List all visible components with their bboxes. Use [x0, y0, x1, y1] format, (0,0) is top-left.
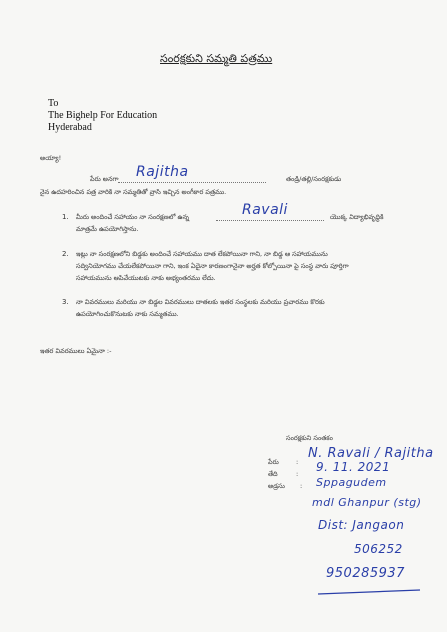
phone-handwritten: 950285937: [326, 566, 405, 581]
letter-title: సంరక్షకుని సమ్మతి పత్రము: [160, 52, 273, 65]
item2-text-b: సద్వినియోగము చేయలేకపోయినా గాని, ఇంక ఏదైనా కారణంగానైనా అర్హత కోల్పోయినా పై సంస్థ వారు పూర్తిగా: [76, 262, 349, 270]
guardian-signature-label: సంరక్షకుని సంతకం: [286, 434, 333, 442]
item1-text-b: యొక్క విద్యాభివృద్ధికి: [330, 213, 384, 221]
item1-text-a: మీరు అందించే సహాయం నా సంరక్షణలో ఉన్న: [76, 213, 190, 221]
address-line1-handwritten: Sppagudem: [316, 476, 387, 489]
guardian-name-handwritten: Rajitha: [136, 164, 189, 180]
other-details-label: ఇతర వివరములు ఏమైనా :-: [40, 347, 112, 355]
address-city: Hyderabad: [48, 122, 92, 133]
line2: నైన ఉదహరించిన పత్ర వారికి నా సమ్మతితో వ్రాసి ఇచ్చిన అంగీకార పత్రము.: [40, 188, 227, 196]
child-name-handwritten: Ravali: [242, 202, 288, 218]
item3-text-b: ఉపయోగించుకొనుటకు నాకు సమ్మతము.: [76, 310, 179, 318]
pincode-handwritten: 506252: [354, 542, 403, 556]
phone-underline-stroke: [318, 590, 420, 594]
date-handwritten: 9. 11. 2021: [316, 460, 391, 474]
name-handwritten: N. Ravali / Rajitha: [308, 446, 434, 461]
name-colon: :: [296, 458, 299, 466]
item3-number: 3.: [62, 298, 69, 306]
address-to: To: [48, 98, 59, 109]
address-org: The Bighelp For Education: [48, 110, 158, 121]
item1-number: 1.: [62, 213, 69, 221]
item2-number: 2.: [62, 250, 69, 258]
name-label: పేరు: [268, 458, 279, 466]
item2-text-a: ఇట్లు నా సంరక్షణలోని బిడ్డకు అందించే సహాయము దాత లేకపోయినా గాని, నా బిడ్డ ఆ సహాయమును: [76, 250, 328, 258]
item2-text-c: సహాయమును ఆపివేయుటకు నాకు అభ్యంతరము లేదు.: [76, 274, 216, 282]
address-label: అడ్రసు: [268, 482, 285, 490]
line1-label: పేరు అనగా: [90, 175, 119, 183]
address-line3-handwritten: Dist: Jangaon: [318, 518, 405, 532]
address-line2-handwritten: mdl Ghanpur (stg): [312, 496, 422, 509]
salutation: అయ్యా!: [40, 154, 62, 162]
date-colon: :: [296, 470, 299, 478]
item1-text-c: మాత్రమే ఉపయోగిస్తాను.: [76, 225, 139, 233]
item3-text-a: నా వివరములు మరియు నా బిడ్డల వివరములు దాతలకు ఇతర సంస్థలకు మరియు ప్రచారము కొరకు: [76, 298, 325, 306]
line1-suffix: తండ్రి/తల్లి/సంరక్షకుడు: [286, 175, 342, 183]
address-colon: :: [300, 482, 303, 490]
date-label: తేది: [268, 470, 278, 478]
